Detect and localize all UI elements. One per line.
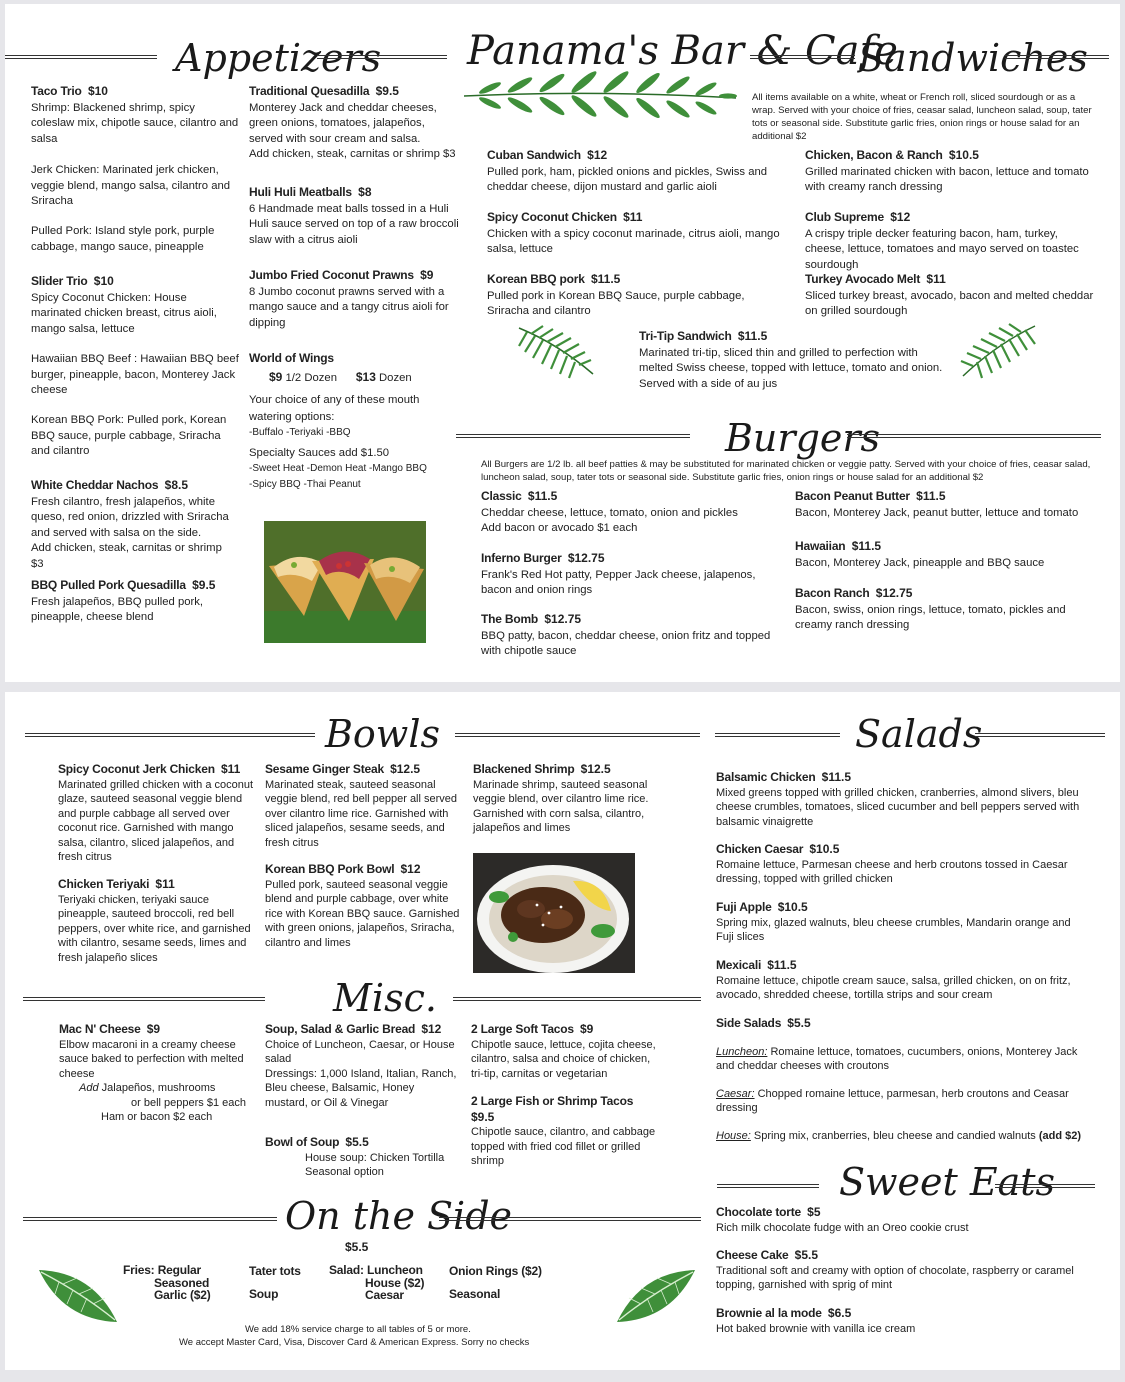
menu-item-classic-burger [481, 489, 781, 537]
item-price: $11 [623, 210, 643, 224]
item-description: Bacon, swiss, onion rings, lettuce, tomato, pickles and creamy ranch dressing [795, 603, 1066, 631]
item-price: $12.75 [544, 612, 582, 626]
divider [456, 434, 690, 438]
item-price: $8 [358, 185, 372, 199]
side-salad [329, 1264, 439, 1301]
item-description: Bacon, Monterey Jack, pineapple and BBQ sauce [795, 556, 1045, 569]
sandwiches-note: All items available on a white, wheat or French roll, sliced sourdough or as a wrap. Served with your choice of fries, ceasar salad, luncheon salad, soup, tater tots or seasonal side. Substitute garlic fries, onion rings or house salad for an additional $2 [752, 92, 1092, 142]
wing-specialty-label: Specialty Sauces add $1.50 [249, 447, 390, 459]
wing-sauce-options: -Buffalo -Teriyaki -BBQ [249, 427, 351, 438]
side-fries [123, 1264, 223, 1301]
item-price: $13 [355, 369, 376, 384]
item-price: $5 [807, 1205, 821, 1219]
item-addon: Add chicken, steak, carnitas or shrimp $3 [249, 148, 456, 160]
item-description: Sliced turkey breast, avocado, bacon and melted cheddar on grilled sourdough [805, 289, 1094, 317]
menu-item-korean-bbq-pork-sandwich [487, 272, 787, 320]
item-description: Pulled pork, sauteed seasonal veggie blend and purple cabbage, over white rice with Korean BBQ sauce. Garnished with green onions, jalapeños, Sriracha, cilantro and limes [265, 878, 460, 949]
divider [717, 1184, 819, 1188]
menu-item-white-cheddar-nachos [31, 478, 236, 572]
item-price: $5.5 [794, 1248, 818, 1262]
item-name: Hawaiian [795, 539, 846, 553]
item-description: A crispy triple decker featuring bacon, ham, turkey, cheese, lettuce, tomatoes and mayo served on toastec sourdough [805, 227, 1079, 271]
item-addon: or bell peppers $1 each [131, 1096, 246, 1109]
section-title-on-the-side: On the Side [285, 1194, 513, 1238]
item-price: $11 [926, 272, 946, 286]
item-description: Romaine lettuce, tomatoes, cucumbers, onions, Monterey Jack and cheddar cheeses with croutons [716, 1045, 1078, 1072]
item-name: World of Wings [249, 351, 334, 365]
wing-specialty-options: -Spicy BBQ -Thai Peanut [249, 478, 361, 490]
menu-item-mexicali [716, 958, 1076, 1003]
item-price: $12.5 [390, 762, 421, 776]
menu-item-traditional-quesadilla [249, 84, 461, 163]
divider [847, 434, 1101, 438]
menu-item-jumbo-fried-coconut-prawns [249, 268, 454, 331]
section-title-bowls: Bowls [325, 712, 440, 756]
menu-item-world-of-wings [249, 351, 459, 491]
item-price: $10.5 [948, 148, 979, 162]
menu-item-the-bomb [481, 612, 781, 660]
menu-item-bacon-ranch [795, 586, 1070, 634]
divider [1005, 55, 1109, 59]
side-salad-label: Luncheon: [716, 1045, 768, 1058]
menu-item-chocolate-torte [716, 1205, 1076, 1235]
menu-item-club-supreme [805, 210, 1097, 273]
item-name: White Cheddar Nachos [31, 478, 159, 492]
menu-item-soup-salad-garlic-bread [265, 1022, 460, 1110]
item-description: Chopped romaine lettuce, parmesan, herb croutons and Ceasar dressing [716, 1087, 1069, 1114]
menu-item-jerk-chicken [31, 163, 241, 210]
item-price: $12 [587, 148, 608, 162]
item-price: $5.5 [345, 1135, 369, 1149]
item-name: Bacon Ranch [795, 586, 870, 600]
item-name: Tri-Tip Sandwich [639, 329, 732, 343]
service-charge-note: We add 18% service charge to all tables of 5 or more. [245, 1324, 471, 1335]
item-addon: Ham or bacon $2 each [101, 1111, 213, 1123]
menu-item-korean-bbq-pork-bowl [265, 862, 461, 950]
item-name: Chicken Teriyaki [58, 877, 150, 891]
menu-item-side-salads [716, 1016, 1086, 1143]
divider [453, 997, 701, 1001]
item-name: Spicy Coconut Chicken [487, 210, 617, 224]
menu-item-chicken-caesar [716, 842, 1076, 887]
item-description: Seasonal option [305, 1166, 384, 1178]
item-price: $10 [87, 84, 108, 98]
item-price: $11.5 [767, 958, 797, 972]
item-addon: Jalapeños, mushrooms [101, 1082, 216, 1094]
item-name: Club Supreme [805, 210, 884, 224]
divider [715, 733, 840, 737]
side-option: Regular [157, 1263, 201, 1277]
item-price: $9.5 [471, 1109, 495, 1124]
bowl-photo [473, 853, 635, 973]
item-price: $11.5 [851, 539, 882, 553]
item-description: Teriyaki chicken, teriyaki sauce pineapple, sauteed broccoli, red bell peppers, over white rice, and garnished with cilantro, sesame seeds, limes and fresh jalapeño slices [58, 893, 251, 964]
menu-item-huli-huli-meatballs [249, 185, 459, 248]
item-price: $10.5 [809, 842, 840, 856]
restaurant-name: Panama's Bar & Cafe [467, 28, 898, 74]
menu-item-tri-tip-sandwich [639, 329, 949, 392]
divider [23, 997, 265, 1001]
item-name: Jumbo Fried Coconut Prawns [249, 268, 414, 282]
side-label: Salad: [329, 1263, 364, 1277]
wing-specialty-options: -Sweet Heat -Demon Heat -Mango BBQ [249, 462, 427, 474]
item-description: House soup: Chicken Tortilla [305, 1151, 445, 1164]
item-description: Grilled marinated chicken with bacon, lettuce and tomato with creamy ranch dressing [805, 165, 1089, 193]
item-description: 6 Handmade meat balls tossed in a Huli Huli sauce served on top of a raw broccoli slaw with a citrus aioli [249, 202, 459, 246]
item-description: BBQ patty, bacon, cheddar cheese, onion fritz and topped with chipotle sauce [481, 629, 771, 657]
menu-item-chicken-teriyaki [58, 877, 254, 965]
item-name: Blackened Shrimp [473, 762, 575, 776]
side-onion-rings [449, 1264, 569, 1302]
menu-page-2 [5, 692, 1120, 1370]
side-option: Tater tots [249, 1264, 301, 1278]
item-price: $6.5 [827, 1306, 852, 1320]
divider [5, 55, 157, 59]
item-name: Brownie al la mode [716, 1306, 822, 1320]
item-price: $9 [269, 369, 283, 384]
menu-item-bbq-pulled-pork-quesadilla [31, 578, 236, 626]
item-price: $12 [421, 1022, 442, 1036]
palm-leaf-icon [513, 322, 598, 380]
divider [455, 733, 700, 737]
item-price: $12 [400, 862, 421, 876]
item-description: Spring mix, cranberries, bleu cheese and candied walnuts [750, 1129, 1039, 1142]
menu-item-turkey-avocado-melt [805, 272, 1105, 320]
item-description: Marinated grilled chicken with a coconut glaze, sauteed seasonal veggie blend and purple cabbage all served over coconut rice. Garnished with mango salsa, cilantro, sliced jalapeños, and fresh citrus [58, 778, 254, 863]
item-description: Jerk Chicken: Marinated jerk chicken, veggie blend, mango salsa, cilantro and Sriracha [31, 164, 231, 207]
menu-page-1 [5, 4, 1120, 682]
item-name: 2 Large Fish or Shrimp Tacos [471, 1094, 634, 1108]
section-title-salads: Salads [855, 712, 983, 756]
item-name: Sesame Ginger Steak [265, 762, 384, 776]
item-description: Shrimp: Blackened shrimp, spicy coleslaw mix, chipotle sauce, cilantro and salsa [31, 101, 239, 145]
item-price: $9.5 [192, 578, 216, 592]
item-size: Dozen [379, 371, 412, 384]
tacos-photo [264, 521, 426, 643]
menu-item-hawaiian-bbq-beef [31, 352, 241, 399]
item-description: Frank's Red Hot patty, Pepper Jack cheese, jalapenos, bacon and onion rings [481, 568, 756, 596]
item-name: Balsamic Chicken [716, 770, 816, 784]
menu-item-taco-trio [31, 84, 241, 147]
item-name: The Bomb [481, 612, 539, 626]
item-price: $10.5 [777, 900, 808, 914]
side-option: Seasoned [154, 1276, 210, 1290]
item-description: Pulled pork in Korean BBQ Sauce, purple cabbage, Sriracha and cilantro [487, 289, 745, 317]
menu-item-spicy-coconut-jerk-chicken [58, 762, 254, 865]
item-price: $11.5 [737, 329, 768, 343]
menu-item-sesame-ginger-steak [265, 762, 461, 850]
divider [995, 1184, 1095, 1188]
item-description: Monterey Jack and cheddar cheeses, green onions, tomatoes, jalapeños, served with sour cream and salsa. [249, 101, 437, 145]
menu-item-korean-bbq-pork [31, 413, 241, 460]
fern-leaf-icon [460, 68, 740, 122]
item-name: Taco Trio [31, 84, 82, 98]
item-price: $11 [220, 762, 241, 776]
item-description: Romaine lettuce, chipotle cream sauce, salsa, grilled chicken, on on fritz, avocado, shredded cheese, tortilla strips and sour cream [716, 974, 1071, 1001]
divider [23, 1217, 277, 1221]
item-price: $10 [93, 274, 114, 288]
item-description: Romaine lettuce, Parmesan cheese and herb croutons tossed in Caesar dressing, topped with grilled chicken [716, 858, 1068, 885]
side-option: Soup [249, 1286, 279, 1301]
item-description: Your choice of any of these mouth watering options: [249, 394, 420, 423]
item-description: Hot baked brownie with vanilla ice cream [716, 1322, 916, 1335]
section-title-appetizers: Appetizers [175, 36, 382, 80]
item-price: $9.5 [375, 84, 399, 98]
menu-item-chicken-bacon-ranch [805, 148, 1095, 196]
item-dressings: Dressings: 1,000 Island, Italian, Ranch, Bleu cheese, Balsamic, Honey mustard, or Oil & Vinegar [265, 1067, 457, 1109]
item-name: Bowl of Soup [265, 1135, 340, 1149]
divider [750, 55, 855, 59]
item-price: $11.5 [821, 770, 852, 784]
item-description: Hawaiian BBQ Beef : Hawaiian BBQ beef burger, pineapple, bacon, Monterey Jack cheese [31, 353, 239, 396]
menu-item-spicy-coconut-chicken-sandwich [487, 210, 782, 258]
item-price: $5.5 [787, 1016, 811, 1030]
item-name: Turkey Avocado Melt [805, 272, 921, 286]
item-description: Chipotle sauce, lettuce, cojita cheese, cilantro, salsa and choice of chicken, tri-tip, carnitas or vegetarian [471, 1038, 656, 1080]
item-description: Traditional soft and creamy with option of chocolate, raspberry or caramel topping, garnished with sprig of mint [716, 1264, 1074, 1291]
side-label: Fries: [123, 1263, 155, 1277]
item-name: Soup, Salad & Garlic Bread [265, 1022, 416, 1036]
item-name: Traditional Quesadilla [249, 84, 370, 98]
item-description: Choice of Luncheon, Caesar, or House salad [265, 1038, 455, 1065]
item-description: Marinated steak, sauteed seasonal veggie blend, red bell pepper all served over cilantro lime rice. Garnished with sliced jalapeños, sesame seeds, and fresh citrus [265, 778, 458, 849]
item-price: $8.5 [164, 478, 188, 492]
menu-item-bowl-of-soup [265, 1135, 460, 1180]
item-name: Bacon Peanut Butter [795, 489, 910, 503]
item-price: $12 [890, 210, 911, 224]
item-description: Cheddar cheese, lettuce, tomato, onion and pickles [481, 506, 738, 519]
side-salad-label: Caesar: [716, 1087, 755, 1100]
menu-item-mac-n-cheese [59, 1022, 254, 1125]
menu-item-cuban-sandwich [487, 148, 772, 196]
payment-note: We accept Master Card, Visa, Discover Card & American Express. Sorry no checks [179, 1337, 530, 1348]
item-description: Elbow macaroni in a creamy cheese sauce baked to perfection with melted cheese [59, 1038, 244, 1080]
menu-item-balsamic-chicken [716, 770, 1086, 829]
item-name: Chocolate torte [716, 1205, 802, 1219]
item-addon: (add $2) [1038, 1129, 1082, 1142]
side-option: Garlic ($2) [154, 1288, 211, 1302]
item-price: $9 [420, 268, 434, 282]
leaf-icon [611, 1264, 701, 1328]
palm-leaf-icon [955, 320, 1040, 382]
menu-item-pulled-pork [31, 224, 231, 255]
item-name: Classic [481, 489, 522, 503]
item-addon: Add bacon or avocado $1 each [481, 522, 638, 534]
item-description: Marinade shrimp, sauteed seasonal veggie blend, over cilantro lime rice. Garnished with corn salsa, cilantro, jalapeños and limes [473, 778, 649, 834]
menu-item-cheese-cake [716, 1248, 1086, 1293]
side-option: House ($2) [365, 1276, 425, 1290]
item-name: Fuji Apple [716, 900, 772, 914]
menu-item-fish-shrimp-tacos [471, 1094, 661, 1169]
item-name: Korean BBQ pork [487, 272, 585, 286]
item-name: Korean BBQ Pork Bowl [265, 862, 395, 876]
item-name: Cuban Sandwich [487, 148, 581, 162]
item-price: $9 [146, 1022, 161, 1036]
divider [439, 1217, 701, 1221]
leaf-icon [33, 1264, 123, 1328]
item-price: $11.5 [916, 489, 946, 503]
side-option: Onion Rings ($2) [449, 1264, 542, 1278]
menu-item-blackened-shrimp [473, 762, 663, 836]
side-tater-tots [249, 1264, 319, 1302]
item-addon: Add chicken, steak, carnitas or shrimp $3 [31, 542, 222, 570]
section-title-sweet-eats: Sweet Eats [839, 1160, 1056, 1204]
side-option: Seasonal [449, 1286, 501, 1301]
side-option: Caesar [365, 1288, 404, 1302]
section-title-misc: Misc. [333, 976, 437, 1020]
menu-item-inferno-burger [481, 551, 781, 599]
item-description: Chicken with a spicy coconut marinade, citrus aioli, mango salsa, lettuce [487, 227, 780, 255]
section-title-sandwiches: Sandwiches [858, 36, 1088, 80]
divider [317, 55, 447, 59]
item-price: $9 [580, 1022, 594, 1036]
item-name: Cheese Cake [716, 1248, 789, 1262]
item-description: Korean BBQ Pork: Pulled pork, Korean BBQ sauce, purple cabbage, Sriracha and cilantro [31, 414, 227, 457]
item-size: 1/2 Dozen [285, 371, 337, 384]
item-price: $11.5 [527, 489, 558, 503]
item-description: Fresh jalapeños, BBQ pulled pork, pineapple, cheese blend [31, 595, 204, 623]
item-price: $11.5 [590, 272, 621, 286]
side-option: Luncheon [367, 1263, 423, 1277]
item-name: Slider Trio [31, 274, 88, 288]
item-description: Marinated tri-tip, sliced thin and grilled to perfection with melted Swiss cheese, topped with lettuce, tomato and onion. Served with a side of au jus [639, 346, 943, 390]
addon-label: Add [79, 1082, 99, 1094]
divider [975, 733, 1105, 737]
item-name: Mac N' Cheese [59, 1022, 141, 1036]
item-name: Chicken, Bacon & Ranch [805, 148, 943, 162]
menu-item-brownie-al-la-mode [716, 1306, 1076, 1336]
item-name: Mexicali [716, 958, 762, 972]
item-description: Spicy Coconut Chicken: House marinated chicken breast, citrus aioli, mango salsa, lettuce [31, 291, 217, 335]
burgers-note: All Burgers are 1/2 lb. all beef patties & may be substituted for marinated chicken or veggie patty. Served with your choice of fries, ceasar salad, luncheon salad, soup, tater tots or seasonal side. Substitute garlic fries, onion rings or house salad for an additional $2 [481, 459, 1091, 483]
sides-price: $5.5 [345, 1240, 369, 1254]
item-description: Mixed greens topped with grilled chicken, cranberries, almond slivers, bleu cheese crumbles, tomatoes, sliced cucumber and bell peppers served with balsamic vinaigrette [716, 786, 1080, 828]
item-name: Spicy Coconut Jerk Chicken [58, 762, 215, 776]
item-price: $12.5 [580, 762, 611, 776]
item-price: $12.75 [567, 551, 605, 565]
menu-item-soft-tacos [471, 1022, 661, 1081]
item-description: Pulled pork, ham, pickled onions and pickles, Swiss and cheddar cheese, dijon mustard and garlic aioli [487, 165, 768, 193]
item-description: Pulled Pork: Island style pork, purple cabbage, mango sauce, pineapple [31, 225, 215, 253]
section-title-burgers: Burgers [725, 416, 881, 460]
item-name: 2 Large Soft Tacos [471, 1022, 574, 1036]
item-price: $12.75 [875, 586, 913, 600]
menu-item-slider-trio [31, 274, 231, 337]
item-name: Side Salads [716, 1016, 782, 1030]
item-price: $11 [155, 877, 175, 891]
item-name: BBQ Pulled Pork Quesadilla [31, 578, 186, 592]
item-description: Fresh cilantro, fresh jalapeños, white queso, red onion, drizzled with Sriracha and served with salsa on the side. [31, 495, 229, 539]
menu-item-fuji-apple [716, 900, 1076, 945]
item-description: Rich milk chocolate fudge with an Oreo cookie crust [716, 1221, 969, 1234]
menu-item-bacon-peanut-butter [795, 489, 1095, 521]
item-description: Chipotle sauce, cilantro, and cabbage topped with fried cod fillet or grilled shrimp [471, 1126, 656, 1167]
item-description: 8 Jumbo coconut prawns served with a mango sauce and a tangy citrus aioli for dipping [249, 285, 449, 329]
item-name: Huli Huli Meatballs [249, 185, 352, 199]
item-description: Bacon, Monterey Jack, peanut butter, lettuce and tomato [795, 506, 1079, 519]
item-name: Inferno Burger [481, 551, 562, 565]
item-description: Spring mix, glazed walnuts, bleu cheese crumbles, Mandarin orange and Fuji slices [716, 916, 1071, 943]
item-name: Chicken Caesar [716, 842, 804, 856]
menu-item-hawaiian-burger [795, 539, 1095, 571]
divider [25, 733, 315, 737]
side-salad-label: House: [716, 1129, 751, 1142]
